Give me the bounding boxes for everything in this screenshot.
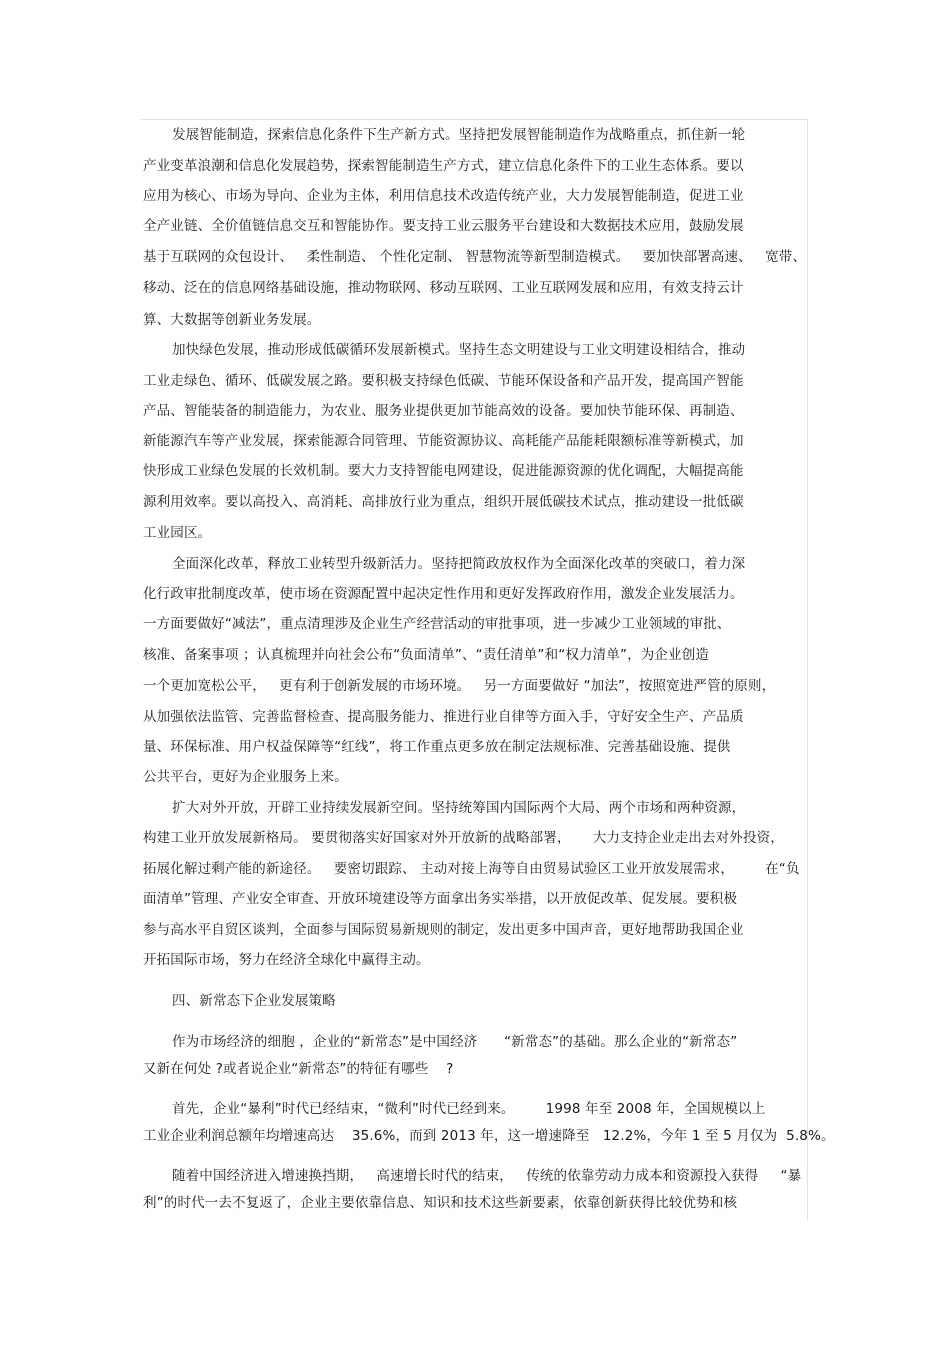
text-line: 量、环保标准、用户权益保障等“红线”，将工作重点更多放在制定法规标准、完善基础设施、提供: [143, 739, 731, 755]
text-line: 化行政审批制度改革，使市场在资源配置中起决定性作用和更好发挥政府作用，激发企业发展活力。: [143, 586, 744, 602]
text-line: 工业企业利润总额年均增速高达 35.6%，而到 2013 年，这一增速降至 12.2%，今年 1 至 5 月仅为 5.8%。: [143, 1128, 835, 1144]
text-line: 全产业链、全价值链信息交互和智能协作。要支持工业云服务平台建设和大数据技术应用，鼓励发展: [143, 218, 744, 234]
text-line: 随着中国经济进入增速换挡期， 高速增长时代的结束， 传统的依靠劳动力成本和资源投入获得 “暴: [172, 1168, 802, 1184]
text-line: 快形成工业绿色发展的长效机制。要大力支持智能电网建设，促进能源资源的优化调配，大幅提高能: [143, 463, 744, 479]
text-line: 移动、泛在的信息网络基础设施，推动物联网、移动互联网、工业互联网发展和应用，有效支持云计: [143, 280, 744, 296]
text-line: 应用为核心、市场为导向、企业为主体，利用信息技术改造传统产业，大力发展智能制造，促进工业: [143, 188, 744, 204]
text-line: 面清单”管理、产业安全审查、开放环境建设等方面拿出务实举措，以开放促改革、促发展。要积极: [143, 891, 738, 907]
text-line: 工业走绿色、循环、低碳发展之路。要积极支持绿色低碳、节能环保设备和产品开发，提高国产智能: [143, 373, 744, 389]
text-line: 参与高水平自贸区谈判，全面参与国际贸易新规则的制定，发出更多中国声音，更好地帮助我国企业: [143, 922, 744, 938]
text-line: 公共平台，更好为企业服务上来。: [143, 769, 348, 785]
text-line: 基于互联网的众包设计、 柔性制造、 个性化定制、 智慧物流等新型制造模式。 要加快部署高速、 宽带、: [143, 249, 807, 265]
section-heading: 四、新常态下企业发展策略: [172, 993, 336, 1009]
text-line: 产业变革浪潮和信息化发展趋势，探索智能制造生产方式，建立信息化条件下的工业生态体系。要以: [143, 158, 744, 174]
text-line: 一方面要做好“减法”，重点清理涉及企业生产经营活动的审批事项，进一步减少工业领域的审批、: [143, 616, 731, 632]
text-line: 新能源汽车等产业发展，探索能源合同管理、节能资源协议、高耗能产品能耗限额标准等新模式，加: [143, 433, 744, 449]
text-line: 首先，企业“暴利”时代已经结束，“微利”时代已经到来。 1998 年至 2008 年，全国规模以上: [172, 1101, 766, 1117]
text-line: 利”的时代一去不复返了，企业主要依靠信息、知识和技术这些新要素，依靠创新获得比较优势和核: [143, 1195, 738, 1211]
text-line: 算、大数据等创新业务发展。: [143, 312, 321, 328]
text-line: 产品、智能装备的制造能力，为农业、服务业提供更加节能高效的设备。要加快节能环保、再制造、: [143, 403, 744, 419]
text-line: 构建工业开放发展新格局。 要贯彻落实好国家对外开放新的战略部署， 大力支持企业走出去对外投资，: [143, 830, 784, 846]
text-line: 从加强依法监管、完善监督检查、提高服务能力、推进行业自律等方面入手，守好安全生产、产品质: [143, 709, 744, 725]
text-line: 作为市场经济的细胞 ，企业的“新常态”是中国经济 “新常态”的基础。那么企业的“新常态”: [172, 1034, 738, 1050]
text-line: 一个更加宽松公平， 更有利于创新发展的市场环境。 另一方面要做好 “加法”，按照宽进严管的原则，: [143, 678, 776, 694]
text-line: 扩大对外开放，开辟工业持续发展新空间。坚持统筹国内国际两个大局、两个市场和两种资源，: [172, 800, 746, 816]
text-line: 又新在何处 ?或者说企业“新常态”的特征有哪些 ?: [143, 1061, 454, 1077]
text-line: 源利用效率。要以高投入、高消耗、高排放行业为重点，组织开展低碳技术试点，推动建设一批低碳: [143, 494, 744, 510]
text-line: 工业园区。: [143, 525, 212, 541]
text-line: 开拓国际市场，努力在经济全球化中赢得主动。: [143, 952, 430, 968]
text-line: 全面深化改革，释放工业转型升级新活力。坚持把简政放权作为全面深化改革的突破口，着力深: [172, 556, 746, 572]
text-line: 加快绿色发展，推动形成低碳循环发展新模式。坚持生态文明建设与工业文明建设相结合，推动: [172, 342, 746, 358]
text-line: 拓展化解过剩产能的新途径。 要密切跟踪、 主动对接上海等自由贸易试验区工业开放发展需求， 在“负: [143, 861, 800, 877]
text-line: 发展智能制造，探索信息化条件下生产新方式。坚持把发展智能制造作为战略重点，抓住新一轮: [172, 127, 746, 143]
text-line: 核准、备案事项 ；认真梳理并向社会公布“负面清单”、“责任清单”和“权力清单”，为企业创造: [143, 647, 710, 663]
